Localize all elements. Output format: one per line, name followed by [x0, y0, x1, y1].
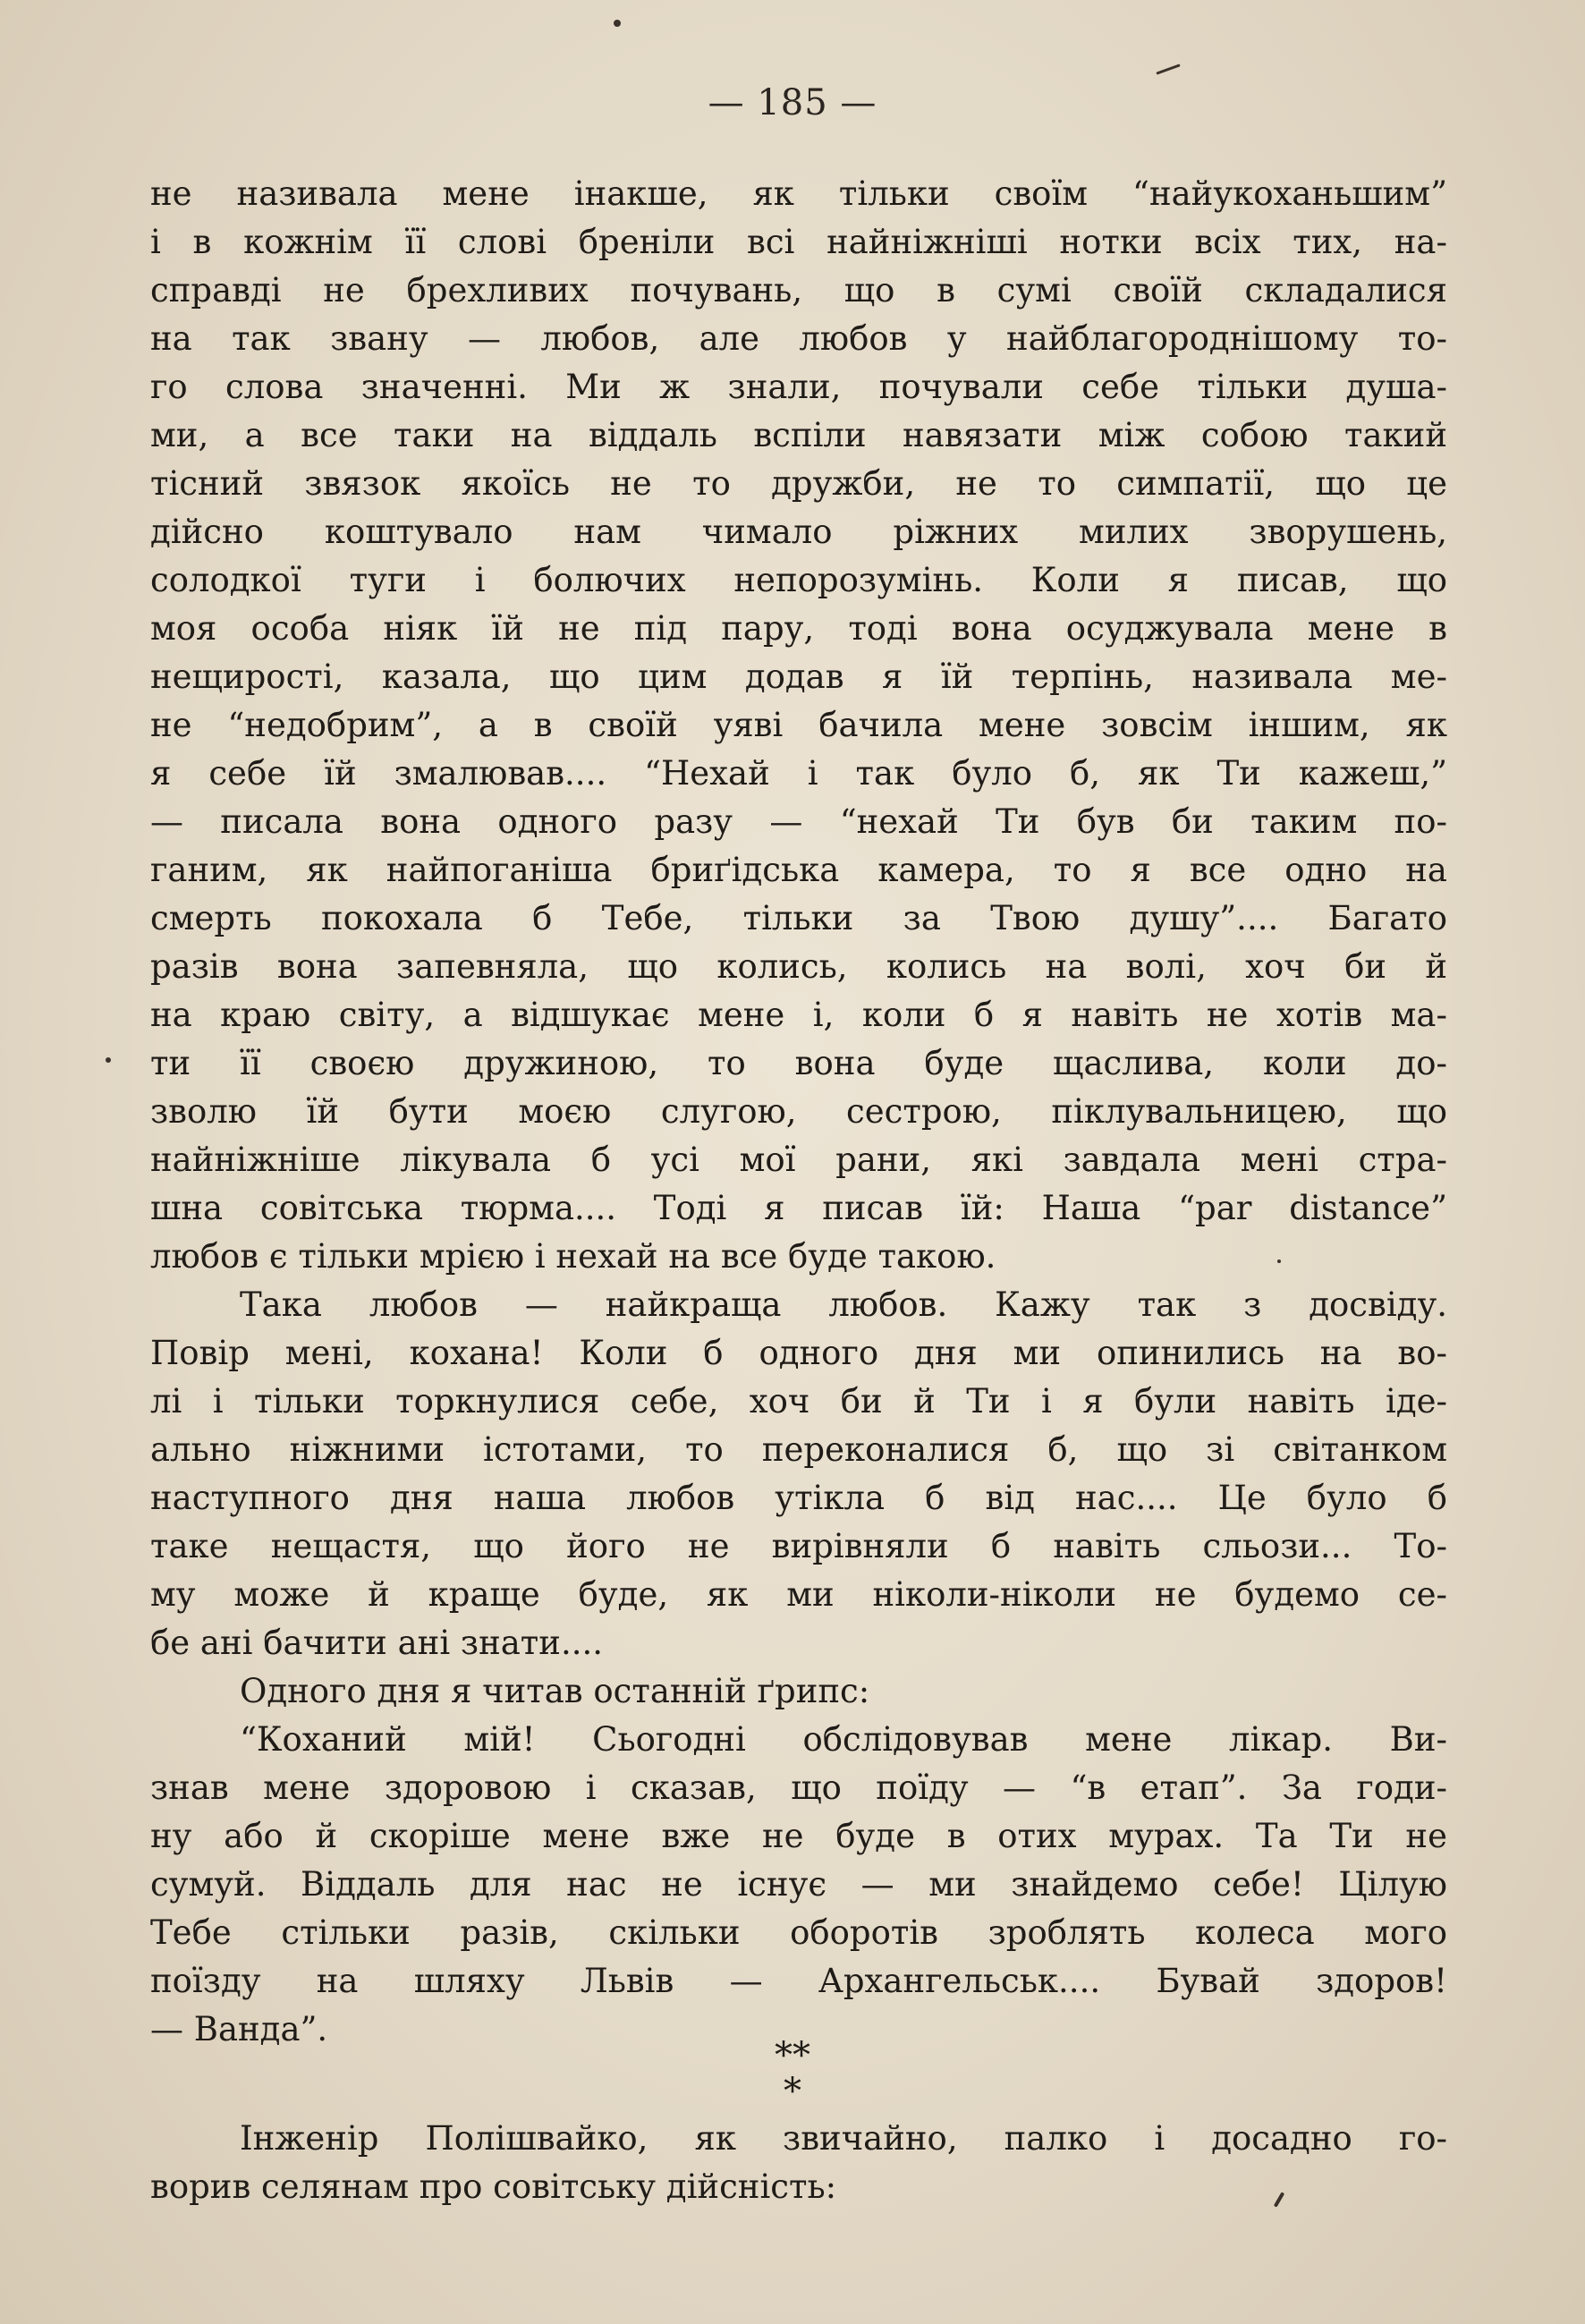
text-line: поїзду на шляху Львів — Архангельськ.... Бувай здоров!	[150, 1962, 1447, 2000]
text-line: не називала мене інакше, як тільки своїм “найукоханьшим”	[150, 174, 1447, 213]
text-line: не “недобрим”, а в своїй уяві бачила мене зовсім іншим, як	[150, 706, 1447, 744]
paper-speck	[614, 20, 621, 27]
text-line: — писала вона одного разу — “нехай Ти був би таким по-	[150, 802, 1447, 841]
text-line: найніжніше лікувала б усі мої рани, які завдала мені стра-	[150, 1141, 1447, 1179]
separator-mark: **	[775, 2035, 810, 2076]
body-text	[150, 170, 1447, 2054]
text-line: Інженір Полішвайко, як звичайно, палко і досадно го-	[240, 2119, 1447, 2158]
text-line: Така любов — найкраща любов. Кажу так з досвіду.	[240, 1285, 1447, 1324]
text-line: тісний звязок якоїсь не то дружби, не то симпатії, що це	[150, 464, 1447, 503]
text-line: Тебе стільки разів, скільки оборотів зроблять колеса мого	[150, 1913, 1447, 1952]
text-line: дійсно коштувало нам чимало ріжних милих зворушень,	[150, 513, 1447, 551]
text-line: ти її своєю дружиною, то вона буде щаслива, коли до-	[150, 1044, 1447, 1082]
section-separator	[0, 2035, 1585, 2112]
text-line: бе ані бачити ані знати....	[150, 1624, 603, 1662]
text-line: смерть покохала б Тебе, тільки за Твою душу”.... Багато	[150, 899, 1447, 937]
text-line: моя особа ніяк їй не під пару, тоді вона осуджувала мене в	[150, 609, 1447, 648]
text-line: наступного дня наша любов утікла б від нас.... Це було б	[150, 1479, 1447, 1517]
text-line: Повір мені, кохана! Коли б одного дня ми опинились на во-	[150, 1334, 1447, 1372]
text-line: шна совітська тюрма.... Тоді я писав їй: Наша “par distance”	[150, 1189, 1447, 1227]
text-line: му може й краще буде, як ми ніколи-ніколи не будемо се-	[150, 1575, 1447, 1614]
text-line: знав мене здоровою і сказав, що поїду — “в етап”. За годи-	[150, 1768, 1447, 1807]
text-line: ну або й скоріше мене вже не буде в отих мурах. Та Ти не	[150, 1817, 1447, 1855]
text-line: я себе їй змалював.... “Нехай і так було б, як Ти кажеш,”	[150, 754, 1447, 793]
text-line: солодкої туги і болючих непорозумінь. Коли я писав, що	[150, 561, 1447, 599]
text-line: нещирості, казала, що цим додав я їй терпінь, називала ме-	[150, 657, 1447, 696]
tail-text	[150, 2115, 1447, 2211]
text-line: ально ніжними істотами, то переконалися б, що зі світанком	[150, 1430, 1447, 1469]
text-line: разів вона запевняла, що колись, колись на волі, хоч би й	[150, 947, 1447, 986]
text-line: любов є тільки мрією і нехай на все буде такою.	[150, 1237, 996, 1276]
text-line: “Коханий мій! Сьогодні обслідовував мене лікар. Ви-	[240, 1720, 1447, 1759]
text-line: ганим, як найпоганіша бриґідська камера, то я все одно на	[150, 851, 1447, 889]
text-line: на так звану — любов, але любов у найблагороднішому то-	[150, 319, 1447, 358]
text-line: на краю світу, а відшукає мене і, коли б я навіть не хотів ма-	[150, 996, 1447, 1034]
text-line: таке нещастя, що його не вирівняли б навіть сльози... То-	[150, 1527, 1447, 1565]
text-line: і в кожнім її слові бреніли всі найніжніші нотки всіх тих, на-	[150, 223, 1447, 261]
text-line: Одного дня я читав останній ґрипс:	[240, 1672, 870, 1710]
page-number: — 185 —	[708, 82, 877, 123]
text-line: справді не брехливих почувань, що в сумі своїй складалися	[150, 271, 1447, 310]
text-line: лі і тільки торкнулися себе, хоч би й Ти і я були навіть іде-	[150, 1382, 1447, 1421]
paper-speck	[1156, 64, 1180, 74]
text-line: сумуй. Віддаль для нас не існує — ми знайдемо себе! Цілую	[150, 1865, 1447, 1904]
paper-speck	[1277, 1260, 1281, 1263]
text-line: зволю їй бути моєю слугою, сестрою, піклувальницею, що	[150, 1092, 1447, 1131]
text-line: ми, а все таки на віддаль вспіли навязати між собою такий	[150, 416, 1447, 454]
separator-mark: *	[784, 2071, 801, 2112]
text-line: ворив селянам про совітську дійсність:	[150, 2167, 837, 2206]
text-line: го слова значенні. Ми ж знали, почували себе тільки душа-	[150, 368, 1447, 406]
text-line: — Ванда”.	[150, 2010, 328, 2048]
paper-speck	[106, 1057, 111, 1063]
